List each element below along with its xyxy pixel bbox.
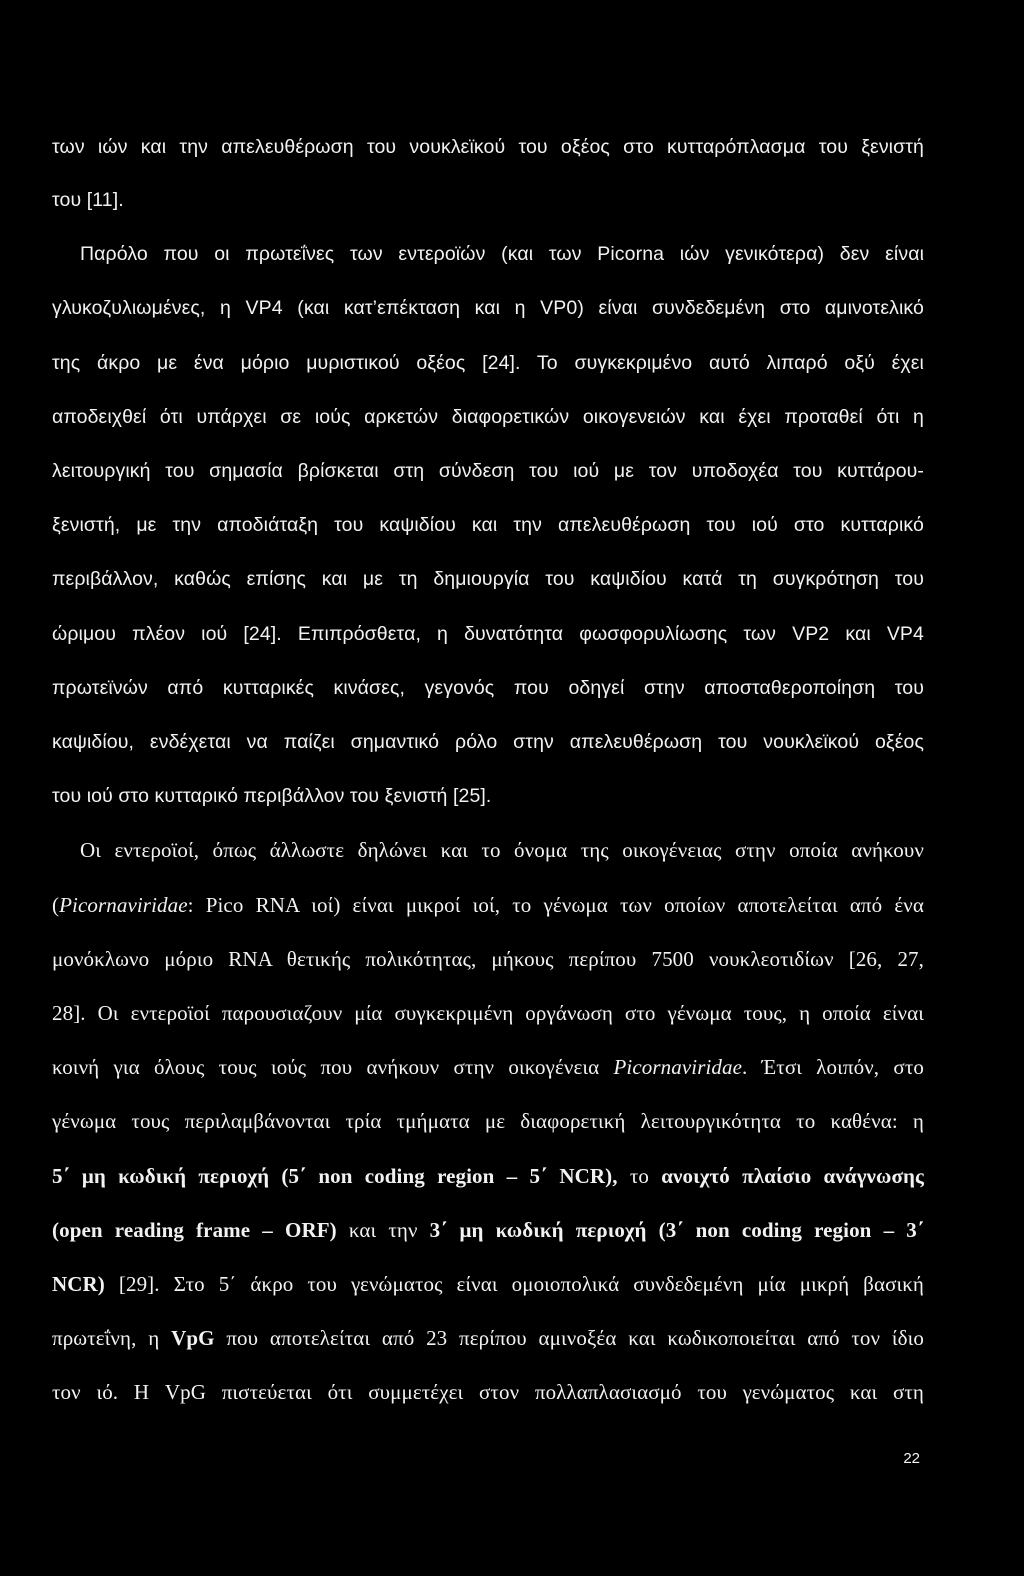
bold-term: VpG [171, 1326, 215, 1350]
text-line-11: πρωτεϊνών από κυτταρικές κινάσες, γεγονός που οδηγεί στην αποσταθεροποίηση του [52, 677, 924, 699]
text-span: το [617, 1164, 662, 1188]
text-line-3: Παρόλο που οι πρωτεΐνες των εντεροϊών (και των Picorna ιών γενικότερα) δεν είναι [80, 243, 924, 265]
text-line-4: γλυκοζυλιωμένες, η VP4 (και κατ’επέκταση και η VP0) είναι συνδεδεμένη στο αμινοτελικό [52, 297, 924, 319]
text-line-6: αποδειχθεί ότι υπάρχει σε ιούς αρκετών διαφορετικών οικογενειών και έχει προταθεί ότι η [52, 406, 924, 428]
text-line-9: περιβάλλον, καθώς επίσης και με τη δημιουργία του καψιδίου κατά τη συγκρότηση του [52, 568, 924, 590]
text-line-21 [52, 1218, 924, 1242]
italic-term: Picornaviridae [59, 893, 188, 917]
text-span: που αποτελείται από 23 περίπου αμινοξέα και κωδικοποιείται από τον ίδιο [214, 1326, 924, 1350]
italic-term: Picornaviridae [613, 1055, 743, 1079]
text-line-10: ώριμου πλέον ιού [24]. Επιπρόσθετα, η δυνατότητα φωσφορυλίωσης των VP2 και VP4 [52, 623, 924, 645]
text-span: κοινή για όλους τους ιούς που ανήκουν στην οικογένεια [52, 1055, 614, 1079]
text-span: : Pico RNA ιοί) είναι μικροί ιοί, το γένωμα των οποίων αποτελείται από ένα [187, 893, 924, 917]
text-line-16: μονόκλωνο μόριο RNA θετικής πολικότητας, μήκους περίπου 7500 νουκλεοτιδίων [26, 27, [52, 947, 924, 971]
text-line-8: ξενιστή, με την αποδιάταξη του καψιδίου και την απελευθέρωση του ιού στο κυτταρικό [52, 514, 924, 536]
text-span: ( [52, 893, 60, 917]
bold-term: (open reading frame – ORF) [52, 1218, 337, 1242]
text-line-7: λειτουργική του σημασία βρίσκεται στη σύνδεση του ιού με τον υποδοχέα του κυττάρου- [52, 460, 924, 482]
text-span: και την [336, 1218, 430, 1242]
bold-term: 5΄ μη κωδική περιοχή (5΄ non coding region – 5΄ NCR), [52, 1164, 618, 1188]
text-line-5: της άκρο με ένα μόριο μυριστικού οξέος [24]. Το συγκεκριμένο αυτό λιπαρό οξύ έχει [52, 352, 924, 374]
bold-term: NCR) [52, 1272, 105, 1296]
text-line-1: των ιών και την απελευθέρωση του νουκλεϊκού του οξέος στο κυτταρόπλασμα του ξενιστή [52, 136, 924, 158]
page-number: 22 [903, 1450, 920, 1467]
text-line-14: Οι εντεροϊοί, όπως άλλωστε δηλώνει και το όνομα της οικογένειας στην οποία ανήκουν [80, 838, 924, 862]
text-line-2: του [11]. [52, 189, 124, 211]
text-span: . Έτσι λοιπόν, στο [742, 1055, 924, 1079]
text-line-13: του ιού στο κυτταρικό περιβάλλον του ξενιστή [25]. [52, 785, 492, 807]
text-line-18 [52, 1055, 924, 1079]
text-line-20 [52, 1164, 924, 1188]
text-line-17: 28]. Οι εντεροϊοί παρουσιαζουν μία συγκεκριμένη οργάνωση στο γένωμα τους, η οποία είναι [52, 1001, 924, 1025]
text-line-12: καψιδίου, ενδέχεται να παίζει σημαντικό ρόλο στην απελευθέρωση του νουκλεϊκού οξέος [52, 731, 924, 753]
text-line-22 [52, 1272, 924, 1296]
text-line-24: τον ιό. Η VpG πιστεύεται ότι συμμετέχει στον πολλαπλασιασμό του γενώματος και στη [52, 1380, 924, 1404]
text-line-19: γένωμα τους περιλαμβάνονται τρία τμήματα με διαφορετική λειτουργικότητα το καθένα: η [52, 1109, 924, 1133]
text-line-15 [52, 893, 924, 917]
text-span: πρωτεΐνη, η [52, 1326, 172, 1350]
bold-term: ανοιχτό πλαίσιο ανάγνωσης [661, 1164, 924, 1188]
text-span: [29]. Στο 5΄ άκρο του γενώματος είναι ομοιοπολικά συνδεδεμένη μία μικρή βασική [104, 1272, 924, 1296]
text-line-23 [52, 1326, 924, 1350]
bold-term: 3΄ μη κωδική περιοχή (3΄ non coding region – 3΄ [429, 1218, 924, 1242]
